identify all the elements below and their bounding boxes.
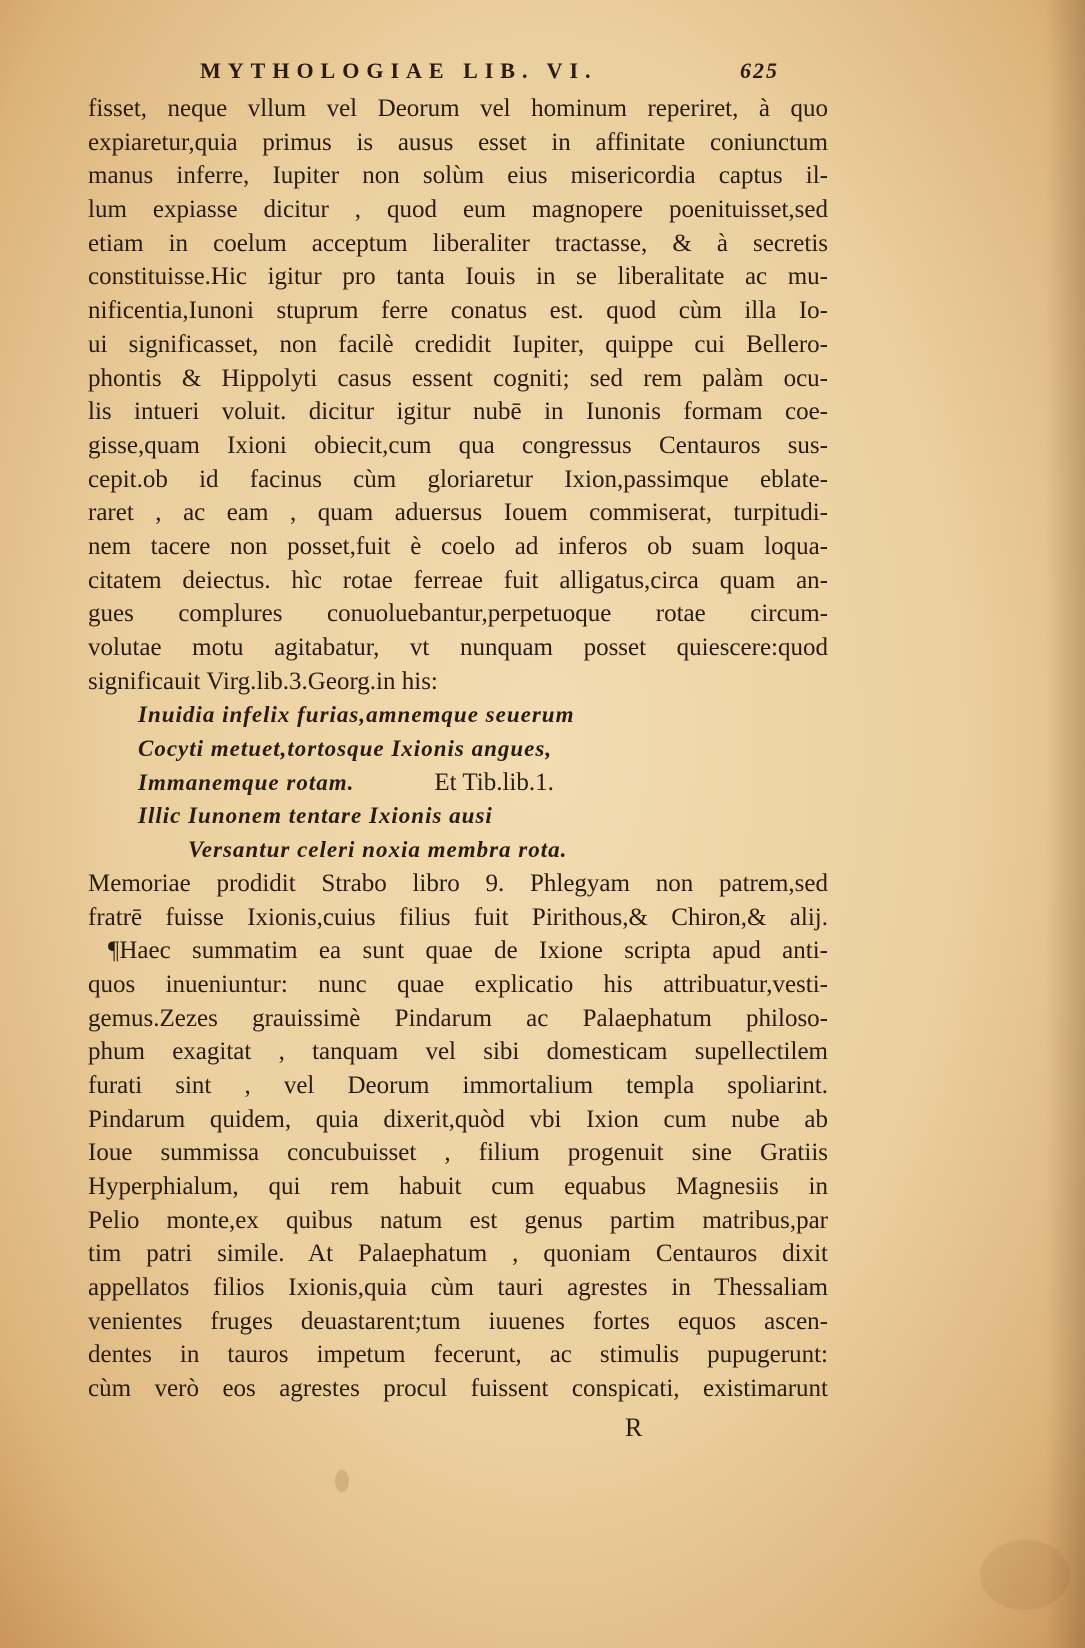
text-line: Pelio monte,ex quibus natum est genus partim matribus,par xyxy=(88,1206,828,1234)
text-line: lis intueri voluit. dicitur igitur nubē in Iunonis formam coe- xyxy=(88,398,828,426)
text-line: gemus.Zezes grauissimè Pindarum ac Palaephatum philoso- xyxy=(88,1004,828,1032)
text-line: manus inferre, Iupiter non solùm eius misericordia captus il- xyxy=(88,162,828,190)
text-line: citatem deiectus. hìc rotae ferreae fuit alligatus,circa quam an- xyxy=(88,566,828,594)
text-line: cepit.ob id facinus cùm gloriaretur Ixion,passimque eblate- xyxy=(88,465,828,493)
text-line: gisse,quam Ixioni obiecit,cum qua congressus Centauros sus- xyxy=(88,431,828,459)
signature-mark: R xyxy=(625,1413,643,1442)
stain xyxy=(980,1540,1070,1610)
ink-spot xyxy=(335,1470,349,1492)
verse-line: Versantur celeri noxia membra rota. xyxy=(188,837,568,863)
verse-citation: Et Tib.lib.1. xyxy=(434,768,554,796)
text-line: significauit Virg.lib.3.Georg.in his: xyxy=(88,667,438,695)
text-line: raret , ac eam , quam aduersus Iouem commiserat, turpitudi- xyxy=(88,499,828,527)
main-text xyxy=(88,92,828,1406)
text-line: dentes in tauros impetum fecerunt, ac stimulis pupugerunt: xyxy=(88,1341,828,1369)
text-line: etiam in coelum acceptum liberaliter tractasse, & à secretis xyxy=(88,229,828,257)
running-header xyxy=(200,58,820,92)
text-line: gues complures conuoluebantur,perpetuoque rotae circum- xyxy=(88,600,828,628)
verse-line xyxy=(88,766,828,800)
text-line: nificentia,Iunoni stuprum ferre conatus est. quod cùm illa Io- xyxy=(88,297,828,325)
text-line: volutae motu agitabatur, vt nunquam posset quiescere:quod xyxy=(88,634,828,661)
text-line: venientes fruges deuastarent;tum iuuenes fortes equos ascen- xyxy=(88,1307,828,1335)
text-line: cùm verò eos agrestes procul fuissent conspicati, existimarunt xyxy=(88,1375,828,1403)
text-line: Pindarum quidem, quia dixerit,quòd vbi Ixion cum nube ab xyxy=(88,1105,828,1133)
text-line: fratrē fuisse Ixionis,cuius filius fuit Pirithous,& Chiron,& alij. xyxy=(88,903,828,931)
text-line: tim patri simile. At Palaephatum , quoniam Centauros dixit xyxy=(88,1240,828,1268)
text-line: quos inueniuntur: nunc quae explicatio his attribuatur,vesti- xyxy=(88,970,828,998)
page-number: 625 xyxy=(740,58,779,83)
text-line: ¶Haec summatim ea sunt quae de Ixione scripta apud anti- xyxy=(108,937,828,965)
verse-line: Inuidia infelix furias,amnemque seuerum xyxy=(138,702,575,728)
text-line: expiaretur,quia primus is ausus esset in affinitate coniunctum xyxy=(88,128,828,156)
text-line: Hyperphialum, qui rem habuit cum equabus Magnesiis in xyxy=(88,1173,828,1200)
text-line: appellatos filios Ixionis,quia cùm tauri agrestes in Thessaliam xyxy=(88,1274,828,1302)
text-line: lum expiasse dicitur , quod eum magnopere poenituisset,sed xyxy=(88,196,828,224)
text-line: phum exagitat , tanquam vel sibi domesticam supellectilem xyxy=(88,1038,828,1066)
verse-line: Cocyti metuet,tortosque Ixionis angues, xyxy=(138,736,553,762)
verse-line: Illic Iunonem tentare Ixionis ausi xyxy=(138,803,493,829)
text-line: fisset, neque vllum vel Deorum vel hominum reperiret, à quo xyxy=(88,95,828,122)
text-line: furati sint , vel Deorum immortalium templa spoliarint. xyxy=(88,1071,828,1099)
text-line: ui significasset, non facilè credidit Iupiter, quippe cui Bellero- xyxy=(88,330,828,358)
running-title: MYTHOLOGIAE LIB. VI. xyxy=(200,58,598,83)
text-line: constituisse.Hic igitur pro tanta Iouis in se liberalitate ac mu- xyxy=(88,263,828,291)
text-line: phontis & Hippolyti casus essent cogniti; sed rem palàm ocu- xyxy=(88,364,828,392)
text-line: nem tacere non posset,fuit è coelo ad inferos ob suam loqua- xyxy=(88,532,828,560)
verse-text: Immanemque rotam. xyxy=(138,769,355,795)
text-line: Memoriae prodidit Strabo libro 9. Phlegyam non patrem,sed xyxy=(88,869,828,897)
text-line: Ioue summissa concubuisset , filium progenuit sine Gratiis xyxy=(88,1139,828,1167)
